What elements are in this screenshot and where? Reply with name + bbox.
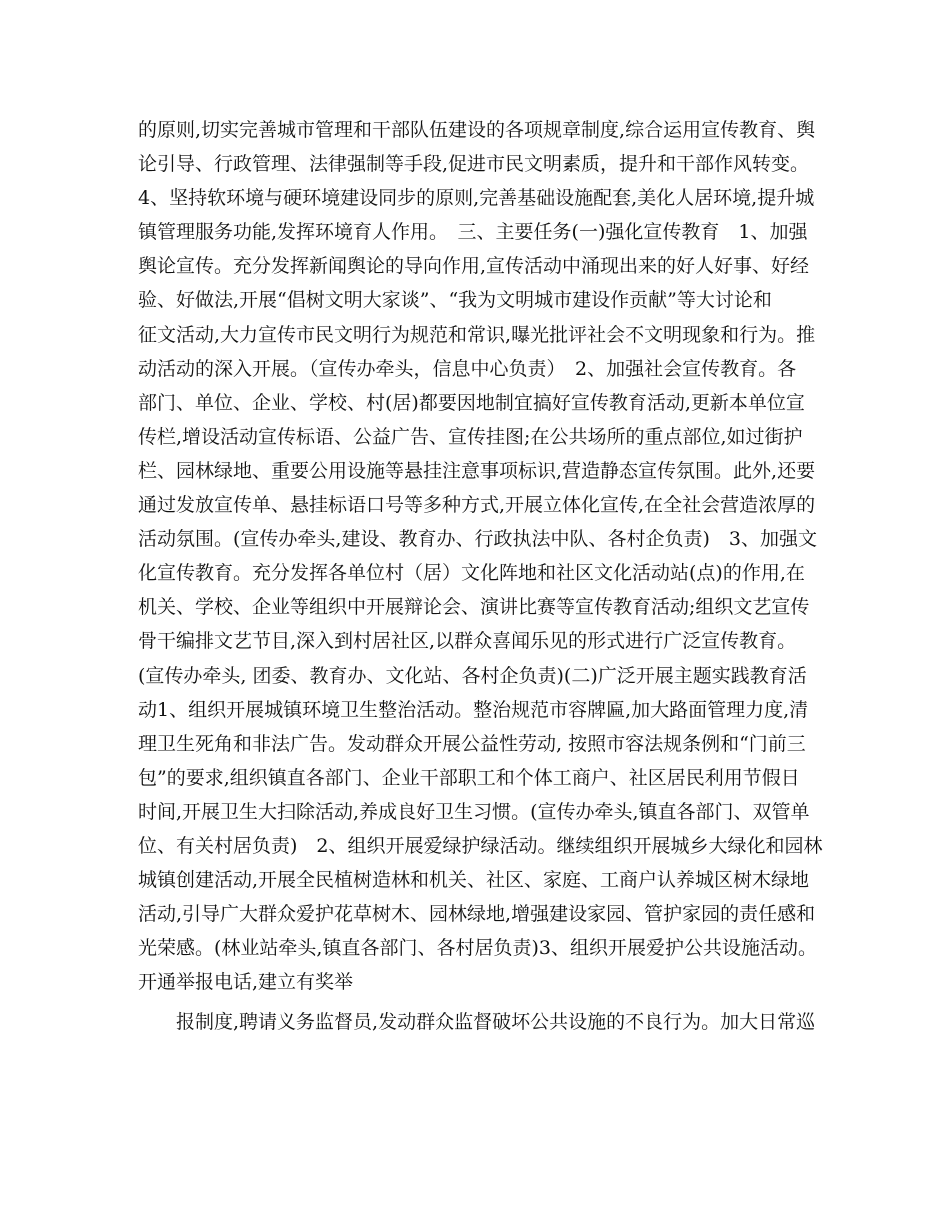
text-line: 验、好做法,开展“倡树文明大家谈”、“我为文明城市建设作贡献”等大讨论和 [138,289,772,312]
text-line: 活动,引导广大群众爱护花草树木、园林绿地,增强建设家园、管护家园的责任感和 [138,903,816,926]
text-line: 包”的要求,组织镇直各部门、企业干部职工和个体工商户、社区居民利用节假日 [138,766,800,789]
text-line: 征文活动,大力宣传市民文明行为规范和常识,曝光批评社会不文明现象和行为。推 [138,323,816,346]
text-line: 光荣感。(林业站牵头,镇直各部门、各村居负责)3、组织开展爱护公共设施活动。 [138,937,817,960]
text-line: 动活动的深入开展。（宣传办牵头，信息中心负责） 2、加强社会宣传教育。各 [138,357,797,380]
text-line: 部门、单位、企业、学校、村(居)都要因地制宜搞好宣传教育活动,更新本单位宣 [138,391,805,414]
text-line: (宣传办牵头, 团委、教育办、文化站、各村企负责)(二)广泛开展主题实践教育活 [138,664,807,687]
text-line: 动1、组织开展城镇环境卫生整治活动。整治规范市容牌匾,加大路面管理力度,清 [138,698,809,721]
text-line: 舆论宣传。充分发挥新闻舆论的导向作用,宣传活动中涌现出来的好人好事、好经 [138,255,810,278]
text-line: 化宣传教育。充分发挥各单位村（居）文化阵地和社区文化活动站(点)的作用,在 [138,562,805,585]
text-line: 报制度,聘请义务监督员,发动群众监督破坏公共设施的不良行为。加大日常巡 [138,1011,816,1034]
text-line: 理卫生死角和非法广告。发动群众开展公益性劳动, 按照市容法规条例和“门前三 [138,732,806,755]
text-line: 开通举报电话,建立有奖举 [138,971,354,994]
text-line: 城镇创建活动,开展全民植树造林和机关、社区、家庭、工商户认养城区树木绿地 [138,869,810,892]
text-line: 的原则,切实完善城市管理和干部队伍建设的各项规章制度,综合运用宣传教育、舆 [138,119,816,141]
text-line: 栏、园林绿地、重要公用设施等悬挂注意事项标识,营造静态宣传氛围。此外,还要 [138,459,816,482]
text-line: 时间,开展卫生大扫除活动,养成良好卫生习惯。(宣传办牵头,镇直各部门、双管单 [138,800,810,823]
text-line: 位、有关村居负责) 2、组织开展爱绿护绿活动。继续组织开展城乡大绿化和园林 [138,834,823,857]
text-line: 机关、学校、企业等组织中开展辩论会、演讲比赛等宣传教育活动;组织文艺宣传 [138,596,810,619]
text-line: 传栏,增设活动宣传标语、公益广告、宣传挂图;在公共场所的重点部位,如过街护 [138,425,803,448]
text-line: 骨干编排文艺节目,深入到村居社区,以群众喜闻乐见的形式进行广泛宣传教育。 [138,630,797,653]
text-line: 镇管理服务功能,发挥环境育人作用。 三、主要任务(一)强化宣传教育 1、加强 [138,221,808,244]
text-line: 通过发放宣传单、悬挂标语口号等多种方式,开展立体化宣传,在全社会营造浓厚的 [138,494,816,517]
text-line: 论引导、行政管理、法律强制等手段,促进市民文明素质，提升和干部作风转变。 [138,153,810,176]
text-line: 活动氛围。(宣传办牵头,建设、教育办、行政执法中队、各村企负责) 3、加强文 [138,528,817,551]
body-text [138,113,823,1040]
text-line: 4、坚持软环境与硬环境建设同步的原则,完善基础设施配套,美化人居环境,提升城 [138,187,815,210]
